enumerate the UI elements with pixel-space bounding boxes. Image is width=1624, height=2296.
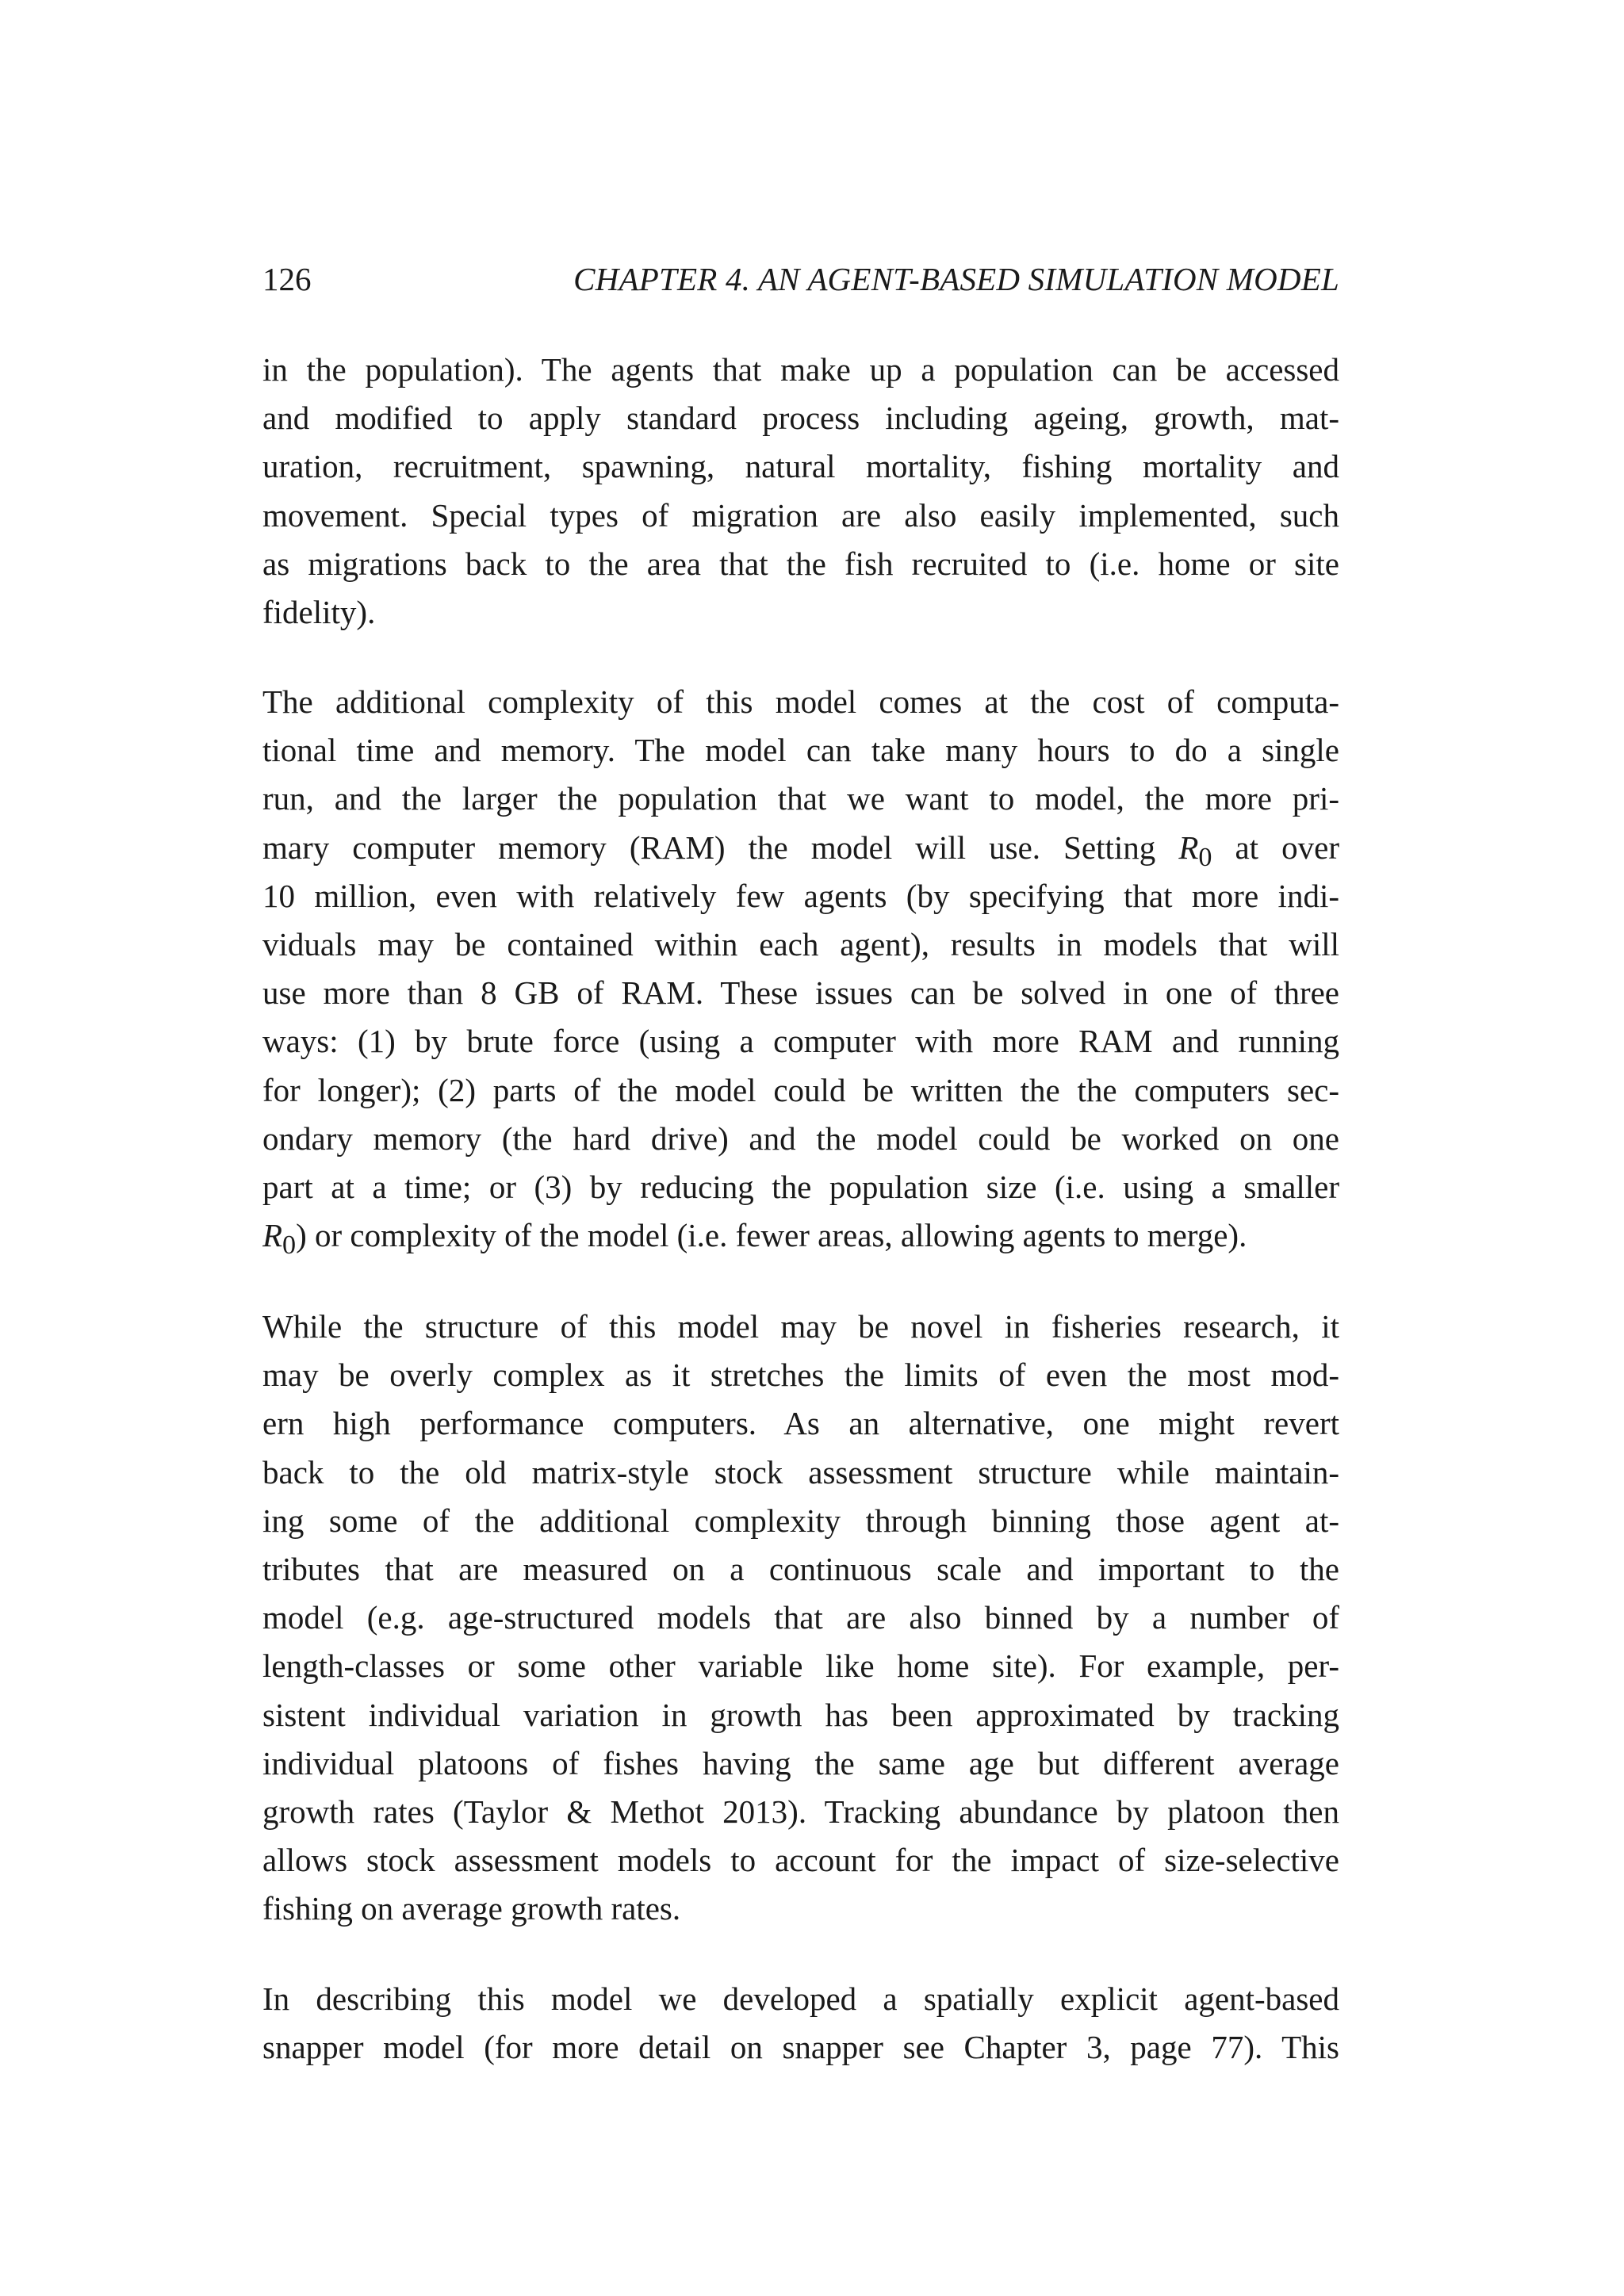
text-line: growth rates (Taylor & Methot 2013). Tracking abundance by platoon then bbox=[262, 1793, 1339, 1830]
paragraph-2 bbox=[262, 678, 1339, 1260]
text-line-with-math bbox=[262, 1211, 1339, 1260]
text-line: tional time and memory. The model can take many hours to do a single bbox=[262, 732, 1339, 769]
page-number: 126 bbox=[262, 261, 312, 297]
text-line: viduals may be contained within each agent), results in models that will bbox=[262, 925, 1339, 962]
text-line: in the population). The agents that make up a population can be accessed bbox=[262, 351, 1339, 388]
text-line: tributes that are measured on a continuous scale and important to the bbox=[262, 1550, 1339, 1587]
text-segment: ) or complexity of the model (i.e. fewer areas, allowing agents to merge). bbox=[296, 1217, 1247, 1254]
text-line: part at a time; or (3) by reducing the population size (i.e. using a smaller bbox=[262, 1168, 1339, 1205]
text-line: snapper model (for more detail on snapper see Chapter 3, page 77). This bbox=[262, 2029, 1339, 2066]
text-line: for longer); (2) parts of the model could be written the the computers sec- bbox=[262, 1071, 1339, 1108]
text-line: back to the old matrix-style stock assessment structure while maintain- bbox=[262, 1453, 1339, 1490]
text-segment: at over bbox=[1212, 828, 1339, 866]
text-line: may be overly complex as it stretches the limits of even the most mod- bbox=[262, 1357, 1339, 1394]
text-line: ways: (1) by brute force (using a computer with more RAM and running bbox=[262, 1023, 1339, 1060]
paragraph-3 bbox=[262, 1303, 1339, 1933]
text-line: movement. Special types of migration are also easily implemented, such bbox=[262, 496, 1339, 534]
text-line: fishing on average growth rates. bbox=[262, 1890, 681, 1927]
text-line: ern high performance computers. As an alternative, one might revert bbox=[262, 1405, 1339, 1442]
text-line: fidelity). bbox=[262, 593, 376, 630]
text-line: uration, recruitment, spawning, natural mortality, fishing mortality and bbox=[262, 448, 1339, 485]
running-head bbox=[262, 255, 1339, 303]
text-line: The additional complexity of this model comes at the cost of computa- bbox=[262, 683, 1339, 720]
math-symbol-r: R bbox=[262, 1217, 283, 1254]
text-line: sistent individual variation in growth has been approximated by tracking bbox=[262, 1696, 1339, 1733]
text-line: ondary memory (the hard drive) and the model could be worked on one bbox=[262, 1119, 1339, 1157]
text-line: individual platoons of fishes having the same age but different average bbox=[262, 1744, 1339, 1781]
text-segment: mary computer memory (RAM) the model will use. Setting bbox=[262, 828, 1179, 866]
paragraph-4 bbox=[262, 1975, 1339, 2072]
text-line: ing some of the additional complexity through binning those agent at- bbox=[262, 1502, 1339, 1539]
text-line: run, and the larger the population that we want to model, the more pri- bbox=[262, 780, 1339, 817]
text-line: While the structure of this model may be novel in fisheries research, it bbox=[262, 1308, 1339, 1345]
math-symbol-r: R bbox=[1178, 828, 1199, 866]
paragraph-1 bbox=[262, 346, 1339, 637]
text-line: and modified to apply standard process including ageing, growth, mat- bbox=[262, 400, 1339, 437]
text-line: model (e.g. age-structured models that are also binned by a number of bbox=[262, 1599, 1339, 1636]
text-line: allows stock assessment models to account for the impact of size-selective bbox=[262, 1842, 1339, 1879]
text-line: as migrations back to the area that the fish recruited to (i.e. home or site bbox=[262, 545, 1339, 582]
math-subscript-zero: 0 bbox=[282, 1230, 297, 1261]
text-line: use more than 8 GB of RAM. These issues can be solved in one of three bbox=[262, 974, 1339, 1012]
chapter-title: CHAPTER 4. AN AGENT-BASED SIMULATION MODEL bbox=[573, 261, 1339, 297]
math-subscript-zero: 0 bbox=[1198, 842, 1212, 872]
text-line-with-math bbox=[262, 824, 1339, 872]
text-line: 10 million, even with relatively few agents (by specifying that more indi- bbox=[262, 877, 1339, 914]
text-line: length-classes or some other variable like home site). For example, per- bbox=[262, 1647, 1339, 1685]
text-line: In describing this model we developed a spatially explicit agent-based bbox=[262, 1980, 1339, 2017]
